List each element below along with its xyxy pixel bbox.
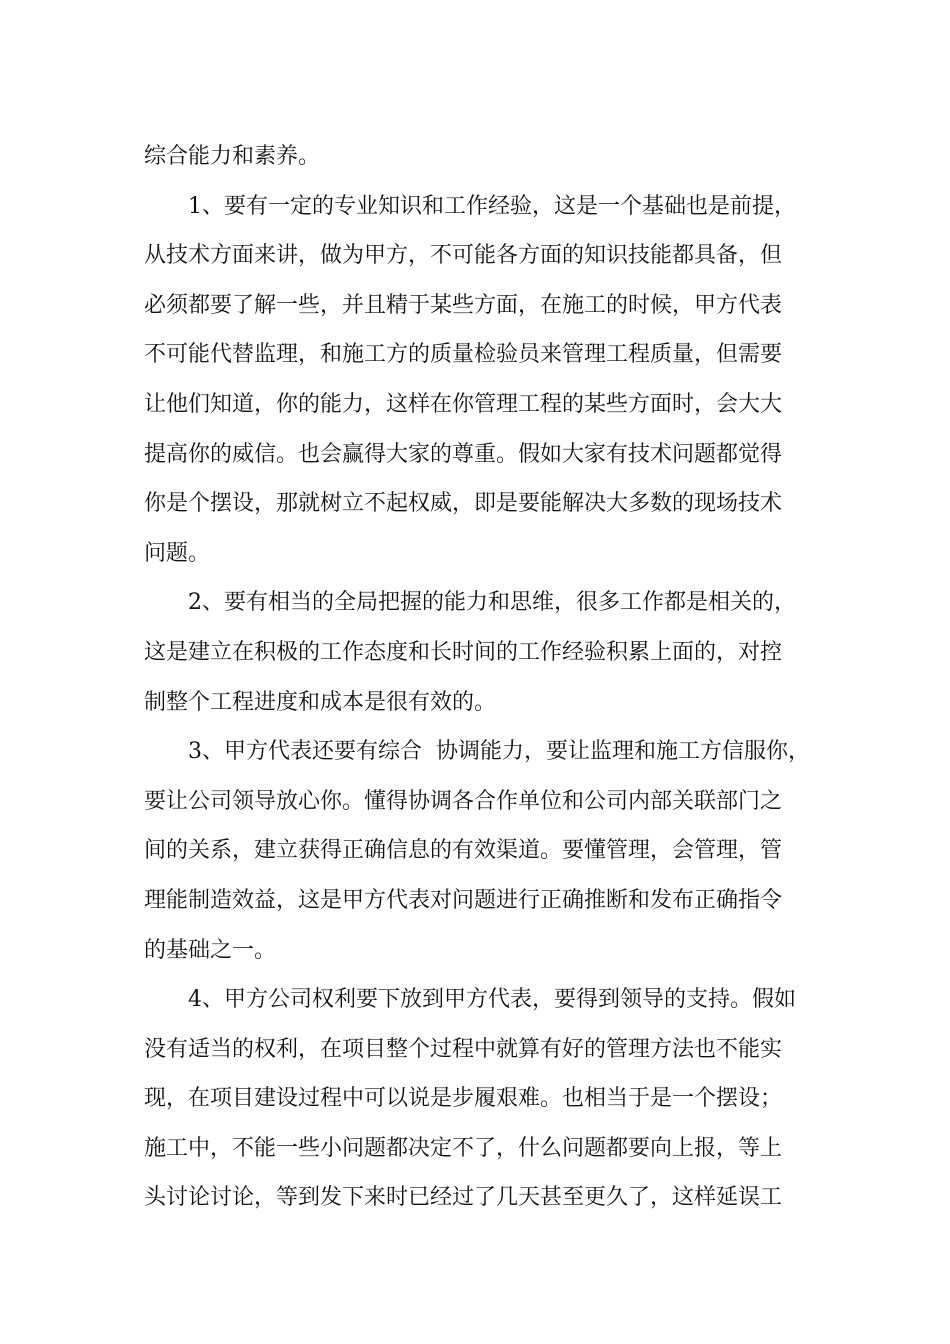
text-line: 你是个摆设，那就树立不起权威，即是要能解决大多数的现场技术 <box>144 491 783 517</box>
text-line: 必须都要了解一些，并且精于某些方面，在施工的时候，甲方代表 <box>144 292 783 318</box>
text-line: 头讨论讨论，等到发下来时已经过了几天甚至更久了，这样延误工 <box>144 1185 783 1211</box>
text-line: 的基础之一。 <box>144 937 277 963</box>
text-line: 综合能力和素养。 <box>144 144 321 169</box>
paragraph-3-first-line: 3、甲方代表还要有综合 协调能力，要让监理和施工方信服你， <box>188 739 810 765</box>
text-line: 间的关系，建立获得正确信息的有效渠道。要懂管理，会管理，管 <box>144 838 783 864</box>
paragraph-2-first-line: 2、要有相当的全局把握的能力和思维，很多工作都是相关的， <box>188 590 796 616</box>
text-line: 要让公司领导放心你。懂得协调各合作单位和公司内部关联部门之 <box>144 788 783 814</box>
body-text <box>144 132 808 1223</box>
text-line: 不可能代替监理，和施工方的质量检验员来管理工程质量，但需要 <box>144 342 783 368</box>
text-line: 没有适当的权利，在项目整个过程中就算有好的管理方法也不能实 <box>144 1036 783 1062</box>
text-line: 现，在项目建设过程中可以说是步履艰难。也相当于是一个摆设； <box>144 1086 783 1112</box>
paragraph-4-first-line: 4、甲方公司权利要下放到甲方代表，要得到领导的支持。假如 <box>188 987 796 1013</box>
text-line: 理能制造效益，这是甲方代表对问题进行正确推断和发布正确指令 <box>144 887 783 913</box>
text-line: 让他们知道，你的能力，这样在你管理工程的某些方面时，会大大 <box>144 391 783 417</box>
text-line: 从技术方面来讲，做为甲方，不可能各方面的知识技能都具备，但 <box>144 243 783 269</box>
text-line: 制整个工程进度和成本是很有效的。 <box>144 689 497 715</box>
paragraph-1-first-line: 1、要有一定的专业知识和工作经验，这是一个基础也是前提， <box>188 193 796 219</box>
text-line: 施工中，不能一些小问题都决定不了，什么问题都要向上报，等上 <box>144 1135 783 1161</box>
text-line: 问题。 <box>144 540 211 566</box>
text-line: 提高你的威信。也会赢得大家的尊重。假如大家有技术问题都觉得 <box>144 441 783 467</box>
text-line: 这是建立在积极的工作态度和长时间的工作经验积累上面的，对控 <box>144 639 783 665</box>
